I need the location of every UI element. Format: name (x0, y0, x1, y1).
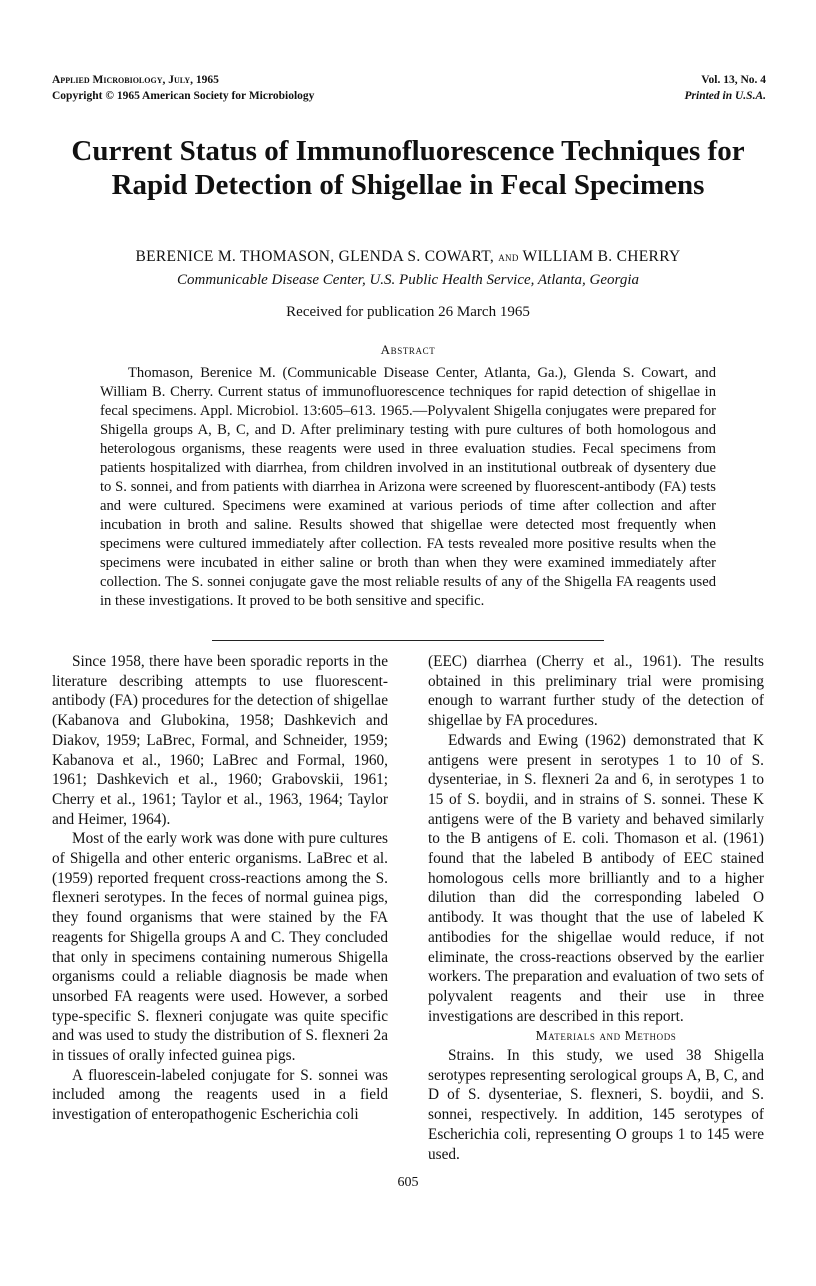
abstract-text: Thomason, Berenice M. (Communicable Disease Center, Atlanta, Ga.), Glenda S. Cowart, and William B. Cherry. Current status of immunofluorescence techniques for rapid detection of shigellae in fecal specimens. Appl. Microbiol. 13:605–613. 1965.—Polyvalent Shigella conjugates were prepared for Shigella groups A, B, C, and D. After preliminary testing with pure cultures of both homologous and heterologous organisms, these reagents were used in three evaluation studies. Fecal specimens from patients hospitalized with diarrhea, from children involved in an institutional outbreak of dysentery due to S. sonnei, and from patients with diarrhea in Arizona were screened by fluorescent-antibody (FA) tests and were cultured. Specimens were examined at various periods of time after collection and after incubation in broth and saline. Results showed that shigellae were detected most frequently when specimens were cultured immediately after collection. FA tests revealed more positive results when the specimens were incubated in either saline or broth than when they were examined immediately after collection. The S. sonnei conjugate gave the most reliable results of any of the Shigella FA reagents used in these investigations. It proved to be both sensitive and specific. (100, 365, 716, 609)
paragraph: A fluorescein-labeled conjugate for S. sonnei was included among the reagents used in a field investigation of enteropathogenic Escherichia coli (52, 1066, 388, 1124)
author-conjunction: and (498, 249, 519, 264)
journal-citation: Applied Microbiology, July, 1965 (52, 74, 219, 86)
abstract-heading: Abstract (380, 342, 436, 357)
volume-issue: Vol. 13, No. 4 (701, 74, 766, 86)
author-names: BERENICE M. THOMASON, GLENDA S. COWART, (135, 248, 495, 265)
author-last: WILLIAM B. CHERRY (522, 248, 681, 265)
section-divider (212, 640, 604, 641)
copyright-line: Copyright © 1965 American Society for Microbiology (52, 90, 315, 102)
paragraph: Since 1958, there have been sporadic reports in the literature describing attempts to use fluorescent-antibody (FA) procedures for the detection of shigellae (Kabanova and Glubokina, 1958; Dashkevich and Diakov, 1959; LaBrec, Formal, and Schneider, 1959; Kabanova et al., 1960; LaBrec and Formal, 1960, 1961; Dashkevich et al., 1960; Grabovskii, 1961; Cherry et al., 1961; Taylor et al., 1963, 1964; Taylor and Heimer, 1964). (52, 653, 388, 828)
body-column-right (428, 652, 764, 1164)
received-date: Received for publication 26 March 1965 (286, 304, 530, 320)
body-column-left (52, 652, 388, 1125)
methods-heading: Materials and Methods (535, 1028, 677, 1044)
running-header-right (685, 72, 766, 104)
printed-in: Printed in U.S.A. (684, 90, 766, 102)
affiliation: Communicable Disease Center, U.S. Public Health Service, Atlanta, Georgia (176, 272, 639, 288)
running-header-left (52, 72, 314, 104)
author-list (40, 248, 776, 266)
paragraph: Strains. In this study, we used 38 Shigella serotypes representing serological groups A, B, C, and D of S. dysenteriae, S. flexneri, S. boydii, and S. sonnei, respectively. In addition, 145 serotypes of Escherichia coli, representing O groups 1 to 145 were used. (428, 1047, 764, 1163)
paragraph: Most of the early work was done with pure cultures of Shigella and other enteric organisms. LaBrec et al. (1959) reported frequent cross-reactions among the S. flexneri serotypes. In the feces of normal guinea pigs, they found organisms that were stained by the FA reagents for Shigella groups A and C. They concluded that only in specimens containing numerous Shigella organisms could a reliable diagnosis be made when unsorbed FA reagents were used. However, a sorbed type-specific S. flexneri conjugate was quite specific and was used to study the distribution of S. flexneri 2a in tissues of orally infected guinea pigs. (52, 830, 388, 1065)
paragraph: (EEC) diarrhea (Cherry et al., 1961). The results obtained in this preliminary trial were promising enough to warrant further study of the detection of shigellae by FA procedures. (428, 653, 764, 730)
page-number: 605 (397, 1175, 419, 1190)
paragraph: Edwards and Ewing (1962) demonstrated that K antigens were present in serotypes 1 to 10 of S. dysenteriae, in S. flexneri 2a and 6, in serotypes 1 to 15 of S. boydii, and in strains of S. sonnei. These K antigens were of the B variety and behaved similarly to the B antigens of E. coli. Thomason et al. (1961) found that the labeled B antibody of EEC stained homologous cells more brilliantly and to a higher dilution than did the corresponding labeled O antibody. It was thought that the use of labeled K antibodies for the shigellae would reduce, if not eliminate, the cross-reactions observed by the earlier workers. The preparation and evaluation of two sets of polyvalent reagents and their use in three investigations are described in this report. (428, 731, 764, 1025)
article-title: Current Status of Immunofluorescence Techniques for Rapid Detection of Shigellae in Fecal Specimens (71, 135, 745, 201)
